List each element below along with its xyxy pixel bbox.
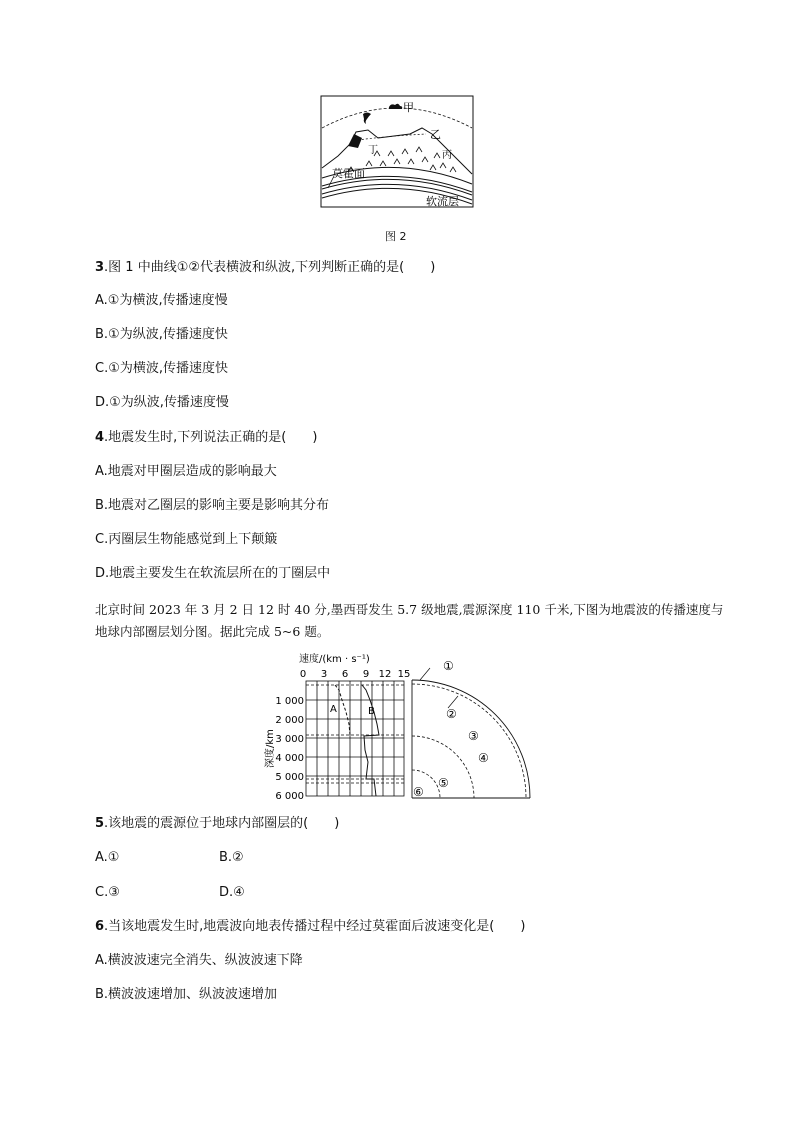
label-bing: 丙 <box>442 150 452 161</box>
label-asthenosphere: 软流层 <box>426 195 459 208</box>
q6-option-a: A.横波波速完全消失、纵波波速下降 <box>95 953 303 968</box>
q3-option-c: C.①为横波,传播速度快 <box>95 361 228 376</box>
y-tick: 2 000 <box>275 715 304 726</box>
x-tick: 9 <box>362 669 370 680</box>
y-tick: 6 000 <box>275 791 304 802</box>
x-tick: 15 <box>397 669 411 680</box>
x-tick: 12 <box>378 669 392 680</box>
label-moho: 莫霍面 <box>332 167 365 180</box>
question-5-stem: 5.该地震的震源位于地球内部圈层的( ) <box>95 816 340 831</box>
q4-option-b: B.地震对乙圈层的影响主要是影响其分布 <box>95 498 330 513</box>
y-tick: 3 000 <box>275 734 304 745</box>
q4-option-c: C.丙圈层生物能感觉到上下颠簸 <box>95 532 278 547</box>
question-4-stem: 4.地震发生时,下列说法正确的是( ) <box>95 430 318 445</box>
layer-3-label: ③ <box>468 729 479 743</box>
layer-2-label: ② <box>446 707 457 721</box>
q5-option-b: B.② <box>219 850 244 865</box>
layer-6-label: ⑥ <box>413 785 424 799</box>
label-yi: 乙 <box>430 128 441 141</box>
y-tick: 1 000 <box>275 696 304 707</box>
x-tick: 0 <box>299 669 307 680</box>
figure-2-diagram <box>318 94 476 210</box>
figure-3-diagram <box>262 650 537 802</box>
y-tick: 4 000 <box>275 753 304 764</box>
q4-option-a: A.地震对甲圈层造成的影响最大 <box>95 464 277 479</box>
q3-option-b: B.①为纵波,传播速度快 <box>95 327 228 342</box>
question-3-stem: 3.图 1 中曲线①②代表横波和纵波,下列判断正确的是( ) <box>95 260 436 275</box>
layer-5-label: ⑤ <box>438 776 449 790</box>
cloud-icon <box>389 104 402 109</box>
q5-option-a: A.① <box>95 850 120 865</box>
reading-passage: 北京时间 2023 年 3 月 2 日 12 时 40 分,墨西哥发生 5.7 级地震,震源深度 110 千米,下图为地震波的传播速度与地球内部圈层划分图。据此完成 5~6 题。 <box>95 602 724 639</box>
layer-labels <box>413 659 489 799</box>
q6-option-b: B.横波波速增加、纵波波速增加 <box>95 987 278 1002</box>
q5-option-d: D.④ <box>219 885 245 900</box>
curve-a <box>335 685 350 735</box>
x-tick: 6 <box>341 669 349 680</box>
x-axis-ticks <box>300 669 411 680</box>
curve-a-label: A <box>330 704 337 715</box>
y-axis-ticks <box>275 696 304 802</box>
q3-option-a: A.①为横波,传播速度慢 <box>95 293 228 308</box>
curve-b-label: B <box>368 706 375 717</box>
figure-2-caption: 图 2 <box>385 230 407 243</box>
x-tick: 3 <box>320 669 328 680</box>
label-ding: 丁 <box>368 145 378 156</box>
q5-option-c: C.③ <box>95 885 120 900</box>
q3-option-d: D.①为纵波,传播速度慢 <box>95 395 229 410</box>
y-tick: 5 000 <box>275 772 304 783</box>
label-jia: 甲 <box>403 101 414 114</box>
layer-4-label: ④ <box>478 751 489 765</box>
bird-icon <box>363 113 371 125</box>
y-axis-title: 深度/km <box>265 729 276 768</box>
q4-option-d: D.地震主要发生在软流层所在的丁圈层中 <box>95 566 331 581</box>
question-6-stem: 6.当该地震发生时,地震波向地表传播过程中经过莫霍面后波速变化是( ) <box>95 919 526 934</box>
layer-1-label: ① <box>443 659 454 673</box>
x-axis-title: 速度/(km · s⁻¹) <box>299 654 370 665</box>
